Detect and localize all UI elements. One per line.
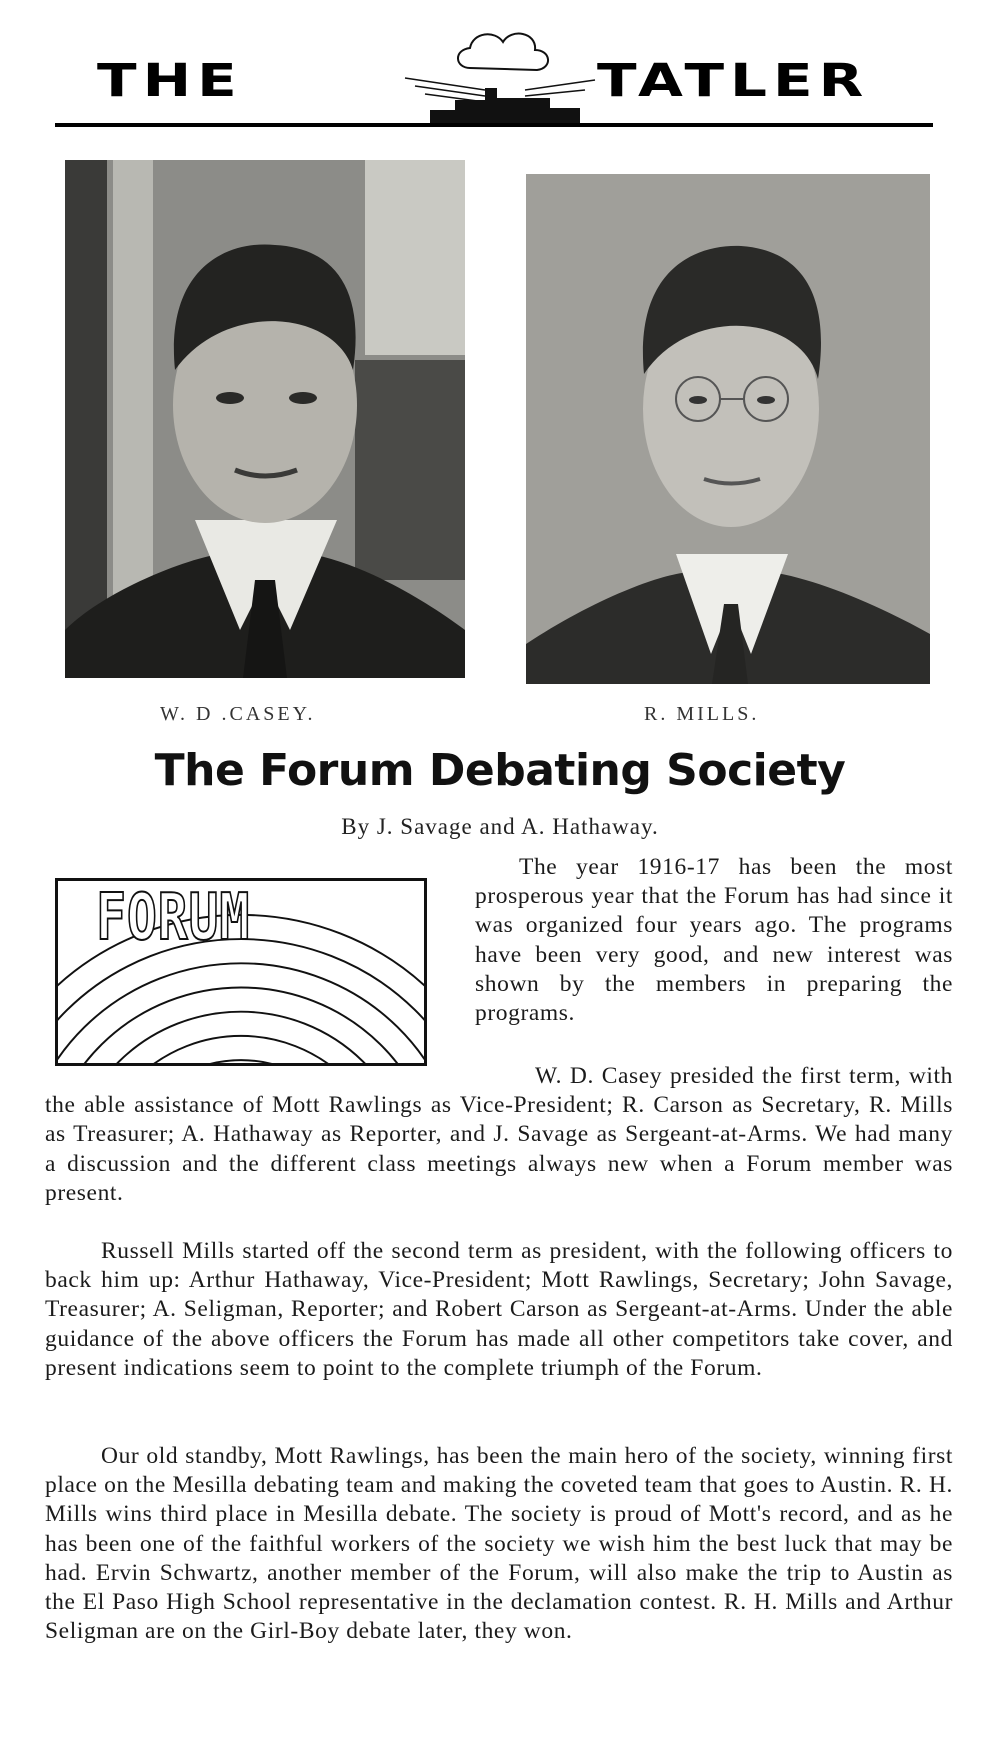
- masthead: [55, 28, 935, 138]
- paragraph-1: The year 1916-17 has been the most prosperous year that the Forum has had since it was organized four years ago. The programs have been very good, and new interest was shown by the members in preparing the programs.: [475, 854, 953, 1027]
- article-byline: By J. Savage and A. Hathaway.: [341, 814, 659, 839]
- paragraph-4: Our old standby, Mott Rawlings, has been the main hero of the society, winning first place on the Mesilla debating team and making the coveted team that goes to Austin. R. H. Mills wins third place in Mesilla debate. The society is proud of Mott's record, and as he has been one of the faithful workers of the society we wish him the best luck that may be had. Ervin Schwartz, another member of the Forum, will also make the trip to Austin as the El Paso High School representative in the declamation contest. R. H. Mills and Arthur Seligman are on the Girl-Boy debate later, they won.: [45, 1443, 953, 1645]
- masthead-left-word: THE: [97, 54, 243, 108]
- photo-caption-right: R. MILLS.: [644, 703, 760, 725]
- paragraph-2: W. D. Casey presided the first term, with the able assistance of Mott Rawlings as Vice-President; R. Carson as Secretary, R. Mills as Treasurer; A. Hathaway as Reporter, and J. Savage as Sergeant-at-Arms. We had many a discussion and the different class meetings always new when a Forum member was present.: [45, 1063, 953, 1206]
- forum-logo-text: FORUM: [96, 881, 251, 955]
- portrait-photo-casey: [65, 160, 465, 678]
- masthead-right-word: TATLER: [597, 54, 870, 108]
- article-title: The Forum Debating Society: [154, 745, 846, 796]
- paragraph-3: Russell Mills started off the second term as president, with the following officers to back him up: Arthur Hathaway, Vice-President; Mott Rawlings, Secretary; John Savage, Treasurer; A. Seligman, Reporter; and Robert Carson as Sergeant-at-Arms. Under the able guidance of the above officers the Forum has made all other competitors take cover, and present indications seem to point to the complete triumph of the Forum.: [45, 1238, 953, 1381]
- forum-logo: [55, 878, 427, 1066]
- photo-caption-left: W. D .CASEY.: [160, 703, 316, 725]
- masthead-rule: [55, 123, 933, 127]
- portrait-photo-mills: [526, 174, 930, 684]
